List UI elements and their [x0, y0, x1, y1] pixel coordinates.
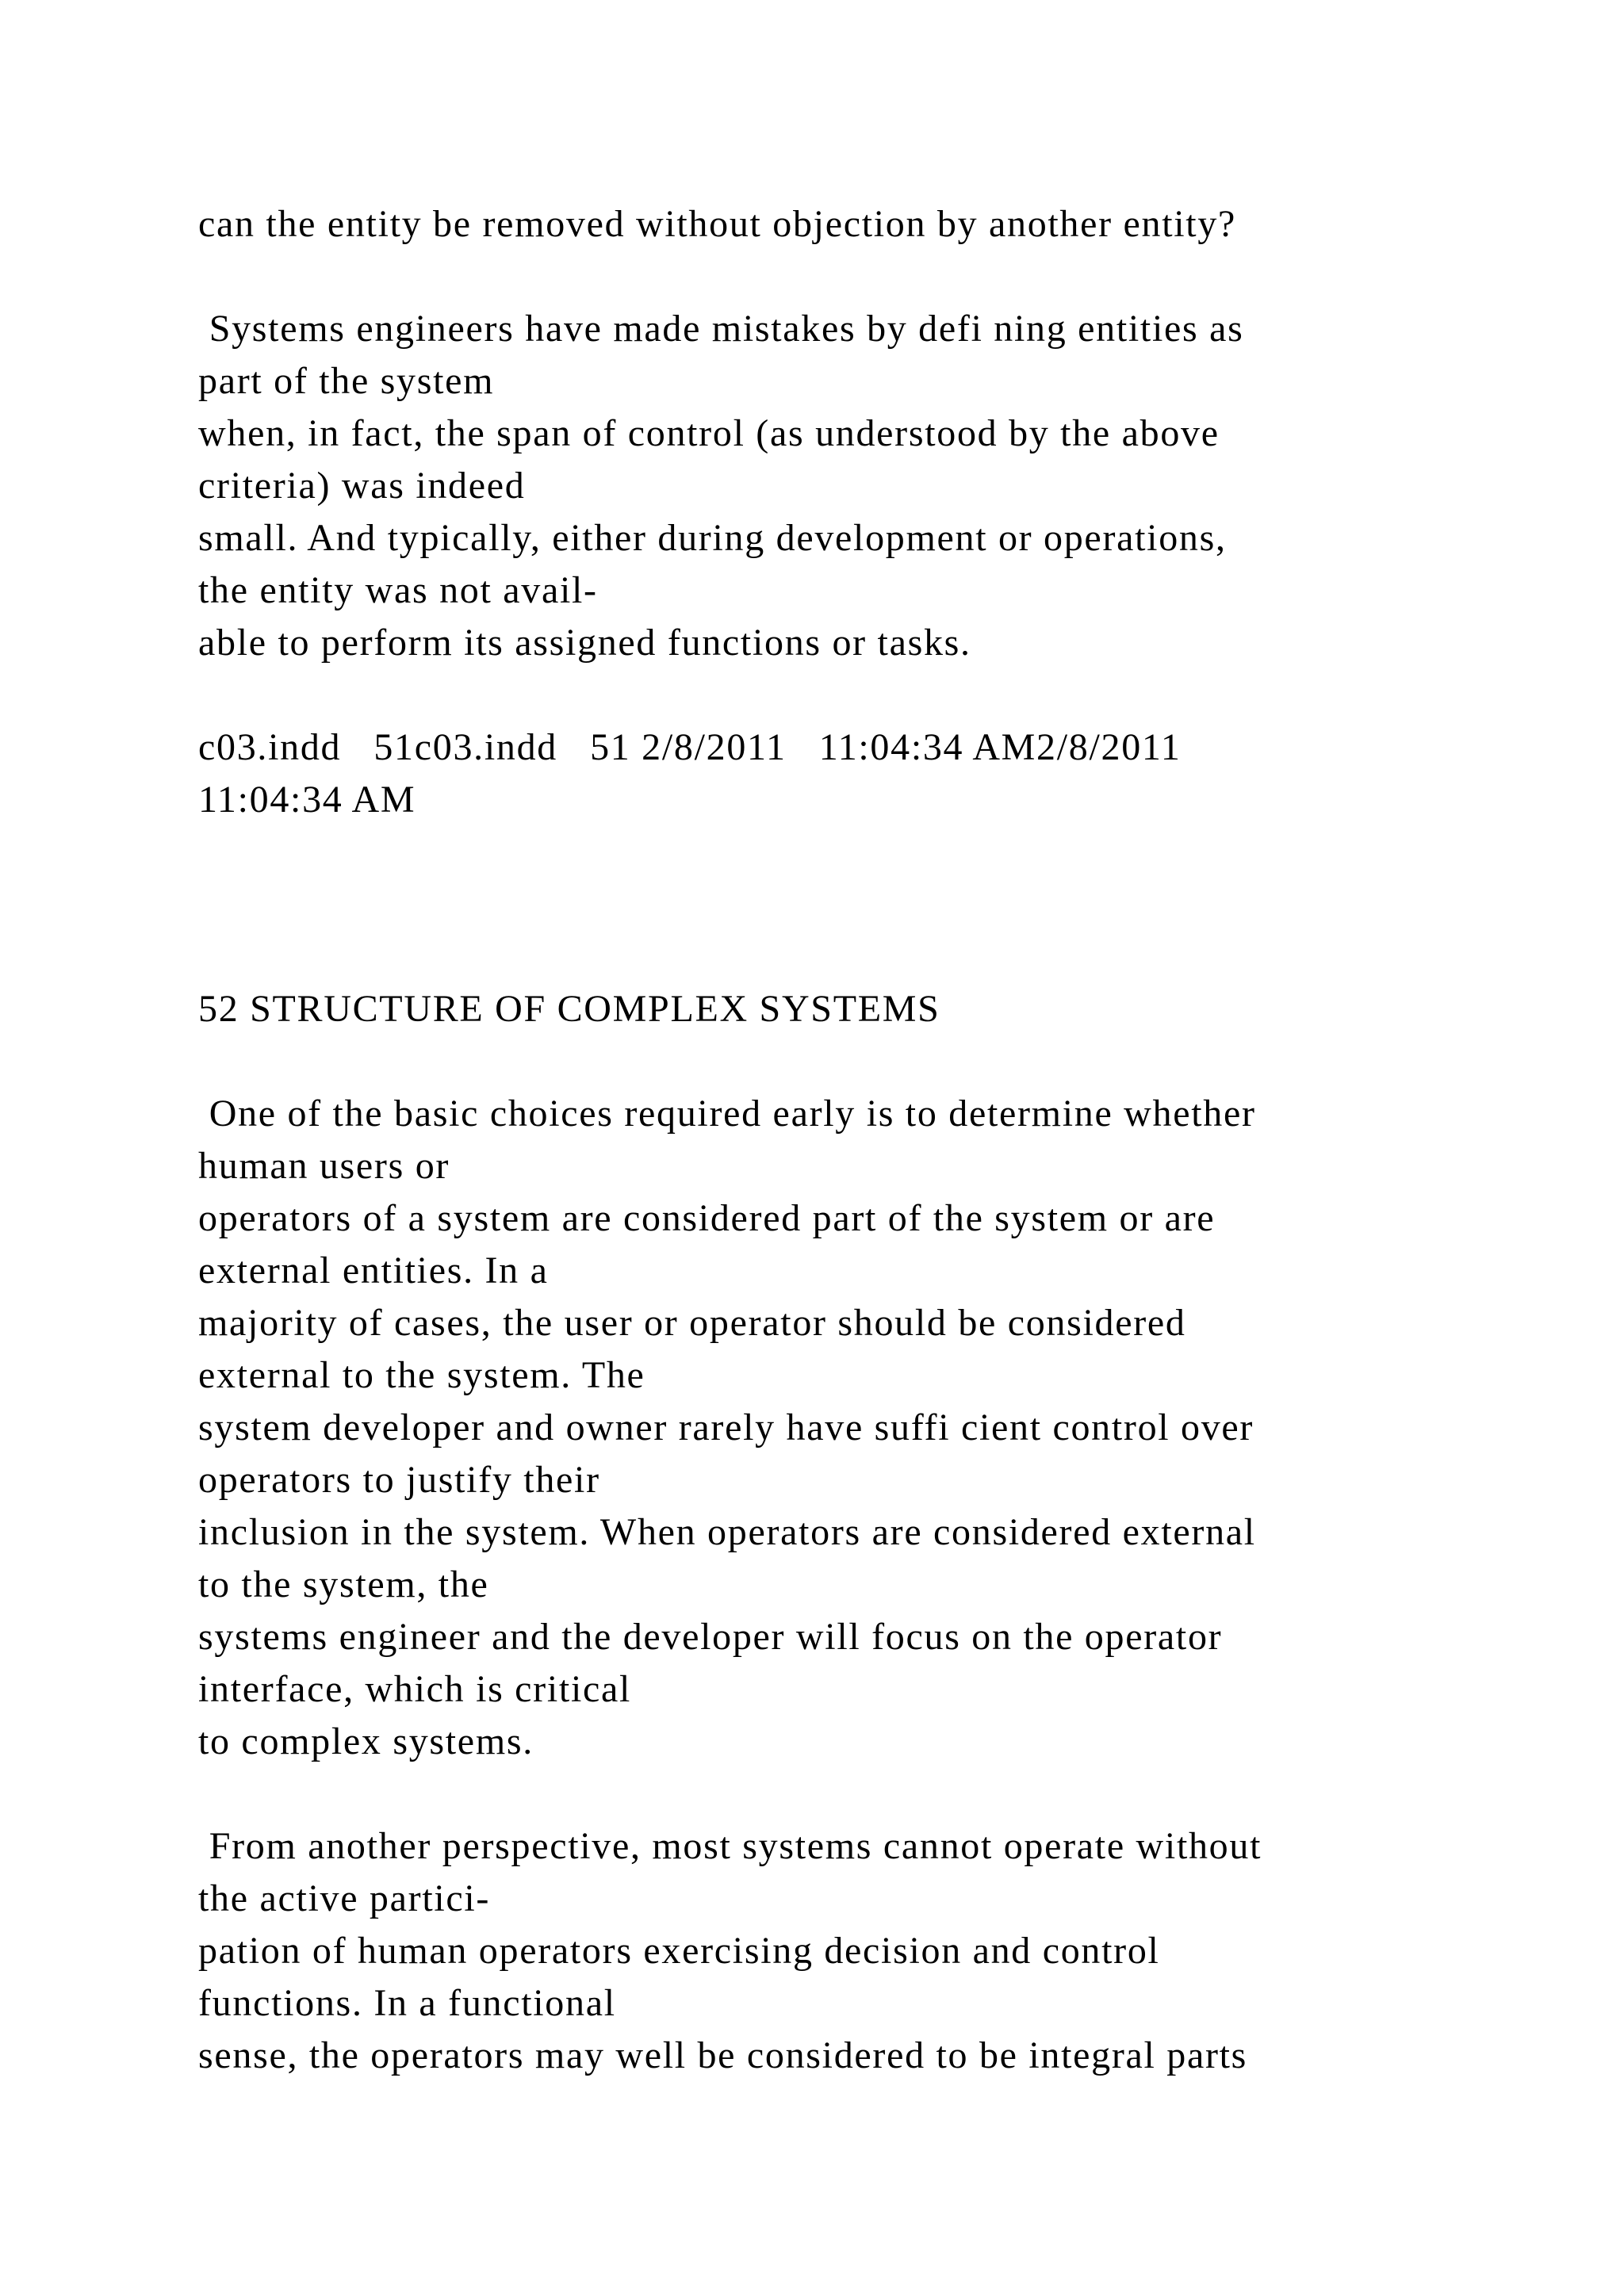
text-line: system developer and owner rarely have suffi cient control over: [198, 1406, 1254, 1448]
text-line: majority of cases, the user or operator should be considered: [198, 1302, 1186, 1344]
paragraph-gap: [198, 251, 1546, 303]
paragraph-entity-removal: [198, 198, 1546, 251]
text-line: human users or: [198, 1145, 450, 1187]
text-line: external to the system. The: [198, 1354, 645, 1396]
footer-slug: [198, 721, 1546, 826]
running-head-text: 52 STRUCTURE OF COMPLEX SYSTEMS: [198, 988, 940, 1030]
text-line: the entity was not avail-: [198, 569, 598, 611]
paragraph-operators-choice: [198, 1088, 1546, 1768]
text-line: to the system, the: [198, 1563, 489, 1605]
text-line: able to perform its assigned functions or tasks.: [198, 622, 971, 664]
paragraph-another-perspective: [198, 1820, 1546, 2082]
document-text: [198, 198, 1546, 2082]
text-line: the active partici-: [198, 1877, 491, 1919]
text-line: systems engineer and the developer will focus on the operator: [198, 1616, 1223, 1658]
page-break-gap: [198, 826, 1546, 983]
text-line: One of the basic choices required early is to determine whether: [198, 1093, 1256, 1135]
footer-slug-line: 11:04:34 AM: [198, 779, 416, 821]
text-line: From another perspective, most systems cannot operate without: [198, 1825, 1262, 1867]
paragraph-gap: [198, 1768, 1546, 1820]
text-line: Systems engineers have made mistakes by defi ning entities as: [198, 308, 1244, 350]
text-line: functions. In a functional: [198, 1982, 616, 2024]
text-line: to complex systems.: [198, 1720, 534, 1762]
text-line: pation of human operators exercising decision and control: [198, 1930, 1160, 1972]
text-line: part of the system: [198, 360, 495, 402]
text-line: can the entity be removed without objection by another entity?: [198, 203, 1237, 245]
paragraph-gap: [198, 1035, 1546, 1088]
text-line: when, in fact, the span of control (as understood by the above: [198, 412, 1220, 454]
text-line: interface, which is critical: [198, 1668, 632, 1710]
text-line: external entities. In a: [198, 1249, 549, 1292]
paragraph-systems-engineers-mistakes: [198, 303, 1546, 669]
text-line: operators to justify their: [198, 1459, 600, 1501]
running-head: [198, 983, 1546, 1035]
text-line: inclusion in the system. When operators are considered external: [198, 1511, 1256, 1553]
paragraph-gap: [198, 669, 1546, 721]
footer-slug-line: c03.indd 51c03.indd 51 2/8/2011 11:04:34 AM2/8/2011: [198, 726, 1182, 768]
text-line: operators of a system are considered part of the system or are: [198, 1197, 1216, 1239]
text-line: sense, the operators may well be considered to be integral parts: [198, 2034, 1248, 2076]
text-line: small. And typically, either during development or operations,: [198, 517, 1227, 559]
text-line: criteria) was indeed: [198, 465, 526, 507]
